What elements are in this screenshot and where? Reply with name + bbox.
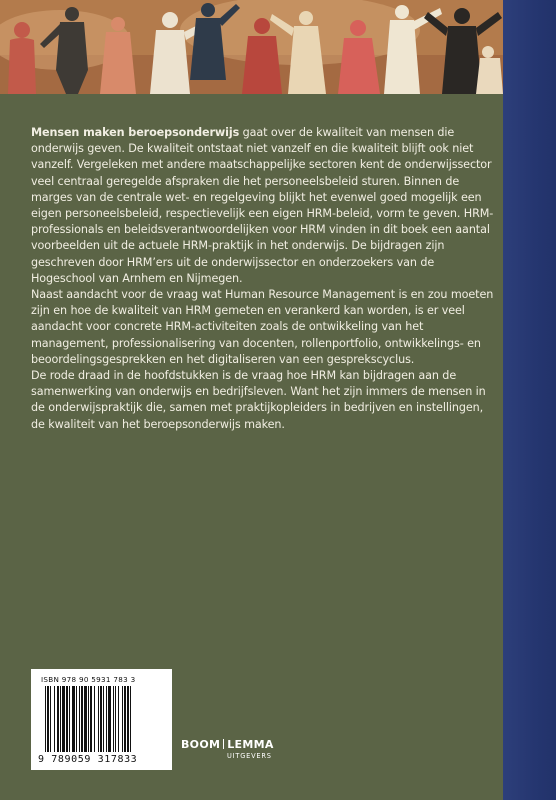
back-cover-blurb <box>31 125 497 433</box>
barcode-icon <box>45 686 158 752</box>
blurb-lead-title: Mensen maken beroepsonderwijs <box>31 126 240 139</box>
cover-artwork <box>0 0 503 94</box>
isbn-barcode-box <box>31 669 172 770</box>
barcode-number: 9 789059 317833 <box>38 754 138 765</box>
isbn-label: ISBN 978 90 5931 783 3 <box>41 675 136 684</box>
blurb-paragraph-2: Naast aandacht voor de vraag wat Human Resource Management is en zou moeten zijn en hoe de kwaliteit van HRM gemeten en verankerd kan worden, is er veel aandacht voor concrete HRM-activiteiten zoals de ontwikkeling van het management, professionalisering van docenten, rollenportfolio, ontwikkelings- en beoordelingsgesprekken en het digitaliseren van een gesprekscyclus. <box>31 288 494 366</box>
publisher-subtitle: UITGEVERS <box>227 752 272 760</box>
publisher-name-left: BOOM <box>181 738 221 751</box>
publisher-divider <box>223 739 224 749</box>
blurb-paragraph-3: De rode draad in de hoofdstukken is de vraag hoe HRM kan bijdragen aan de samenwerking van onderwijs en bedrijfsleven. Want het zijn immers de mensen in de onderwijspraktijk die, samen met praktijkopleiders in bedrijven en instellingen, de kwaliteit van het beroepsonderwijs maken. <box>31 369 486 431</box>
spine-strip <box>503 0 556 800</box>
blurb-paragraph-1 <box>31 125 497 287</box>
dancing-figures-illustration <box>0 0 503 94</box>
publisher-name-right: LEMMA <box>227 738 274 751</box>
blurb-paragraph-1-text: gaat over de kwaliteit van mensen die onderwijs geven. De kwaliteit ontstaat niet vanzelf en die kwaliteit blijft ook niet vanzelf. Vergeleken met andere maatschappelijke sectoren kent de onderwijssector veel centraal geregelde afspraken die het personeelsbeleid sturen. Binnen de marges van de centrale wet- en regelgeving blijkt het evenwel goed mogelijk een eigen personeelsbeleid, respectievelijk een eigen HRM-beleid, vorm te geven. HRM-professionals en beleidsverantwoordelijken voor HRM vinden in dit boek een aantal voorbeelden uit de actuele HRM-praktijk in het onderwijs. De bijdragen zijn geschreven door HRM’ers uit de onderwijssector en onderzoekers van de Hogeschool van Arnhem en Nijmegen. <box>31 126 494 285</box>
publisher-logo <box>181 738 274 760</box>
